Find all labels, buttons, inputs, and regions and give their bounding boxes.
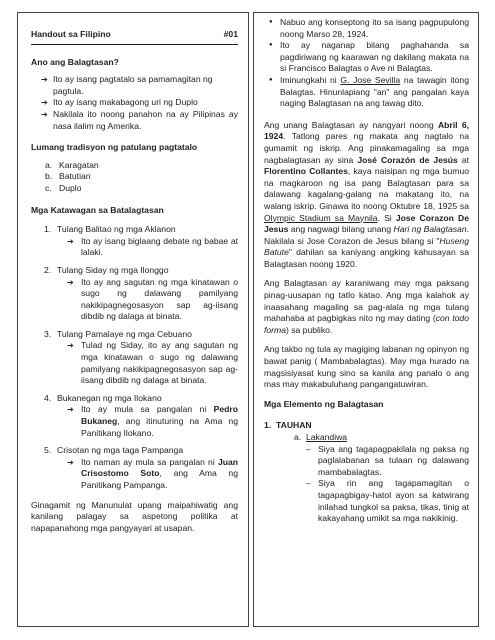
person-name: José Corazón de Jesús — [357, 154, 458, 165]
list-marker: b. — [45, 171, 53, 182]
para-text: Ang unang Balagtasan ay nangyari noong — [264, 119, 438, 130]
person-name: Jose Corazon De Jesus — [264, 212, 469, 235]
katawagan-description: ➔ Ito ay ang sagutan ng mga kinatawan o sugo ng dalawang pamilyang nakikipagnegosasyon sap ag-iisang dibdib ng dalaga at binata. — [67, 277, 238, 323]
tradition-item — [45, 171, 238, 183]
tauhan-heading — [264, 420, 469, 432]
lakandiwa-description: – Siya rin ang tagapamagitan o tagapagbigay-hatol ayon sa katwirang inilahad tungkol sa paksa, tikas, tinig at kakayahang umikit sa mga nakikinig. — [306, 478, 469, 524]
description-text: , ang itinuturing na Ama ng Panitikang Ilokano. — [81, 416, 238, 438]
tradition-item — [45, 183, 238, 195]
tauhan-label: TAUHAN — [276, 420, 312, 431]
history-bullet: ● Ito ay naganap bilang paghahanda sa pagdiriwang ng kaarawan ng dakilang makata na si Francisco Balagtas o Ave ni Balagtas. — [264, 40, 469, 75]
katawagan-item — [31, 265, 238, 323]
flow-paragraph: Ang takbo ng tula ay magiging labanan ng opinyon ng bawat panig ( Mambabalagtas). May mga hurado na magsisiyasat kung sino sa kanila ang panalo o ang mas may makabuluhang pangangatuwiran. — [264, 344, 469, 390]
description-text: Ito naman ay mula sa pangalan ni — [81, 456, 218, 467]
para-text: . Tatlong pares ng makata ang nagtalo na gumamit ng iskrip. Ang pinakamagaling sa mga nagbalagtasan ay sina — [264, 131, 469, 165]
katawagan-title: Tulang Balitao ng mga Aklanon — [57, 224, 176, 235]
right-column — [253, 12, 479, 627]
lakandiwa-label: Lakandiwa — [306, 432, 348, 442]
list-marker: a. — [45, 159, 53, 170]
history-bullet: ● Nabuo ang konseptong ito sa isang pagpupulong noong Marso 28, 1924. — [264, 17, 469, 40]
left-column — [17, 12, 249, 627]
tradition-label: Duplo — [59, 182, 82, 193]
definition-item: ➔ Ito ay isang makabagong uri ng Duplo — [31, 97, 238, 109]
tradition-item — [45, 160, 238, 172]
katawagan-title: Tulang Pamalaye ng mga Cebuano — [57, 328, 192, 339]
list-marker: 2. — [44, 264, 52, 275]
tradition-label: Batutian — [59, 171, 91, 182]
heading-mga-elemento: Mga Elemento ng Balagtasan — [264, 398, 384, 409]
lakandiwa-heading — [264, 432, 469, 444]
list-marker: 1. — [264, 420, 272, 431]
nickname: Huseng Batute — [264, 235, 469, 258]
heading-mga-katawagan: Mga Katawagan sa Batalagtasan — [31, 204, 164, 215]
definition-item: ➔ Nakilala ito noong panahon na ay Pilipinas ay nasa ilalim ng Amerika. — [31, 109, 238, 132]
katawagan-item — [31, 393, 238, 439]
heading-lumang-tradisyon: Lumang tradisyon ng patulang pagtatalo — [31, 142, 198, 153]
definition-item: ➔ Ito ay isang pagtatalo sa pamamagitan ng pagtula. — [31, 74, 238, 97]
heading-ano-ang-balagtasan: Ano ang Balagtasan? — [31, 56, 119, 67]
katawagan-list — [31, 224, 238, 491]
para-text: ang nagwagi bilang unang — [288, 224, 394, 235]
para-text: Ang Balagtasan ay karaniwang may mga paksang pinag-uusapan ng tatlo katao. Ang mga kalahok ay inaasahang magaling sa pag-alala ng mga tulang mahahaba at pagbigkas nito ng may dating ( — [264, 278, 469, 324]
first-balagtasan-paragraph — [264, 120, 469, 271]
list-marker: c. — [45, 182, 52, 193]
katawagan-title: Crisotan ng mga taga Pampanga — [57, 445, 184, 456]
tradition-label: Karagatan — [59, 159, 99, 170]
para-text: ) sa publiko. — [285, 324, 333, 335]
person-name: Pedro Bukaneg — [81, 404, 238, 427]
title-highlight: Hari ng Balagtasan — [393, 224, 467, 235]
history-bullet — [264, 75, 469, 110]
para-text: . Nakilala si Jose Corazon de Jesus bilang si " — [264, 224, 470, 246]
description-text: , ang Ama ng Panitikang Pampanga. — [81, 468, 238, 490]
lakandiwa-descriptions — [306, 444, 469, 525]
katawagan-item — [31, 224, 238, 259]
closing-paragraph: Ginagamit ng Manunulat upang maipahiwatig ang kanilang palagay sa aspetong politika at napapanahong mga pangyayari at usapan. — [31, 499, 238, 533]
person-name: Florentino Collantes — [264, 166, 348, 177]
handout-title: Handout sa Filipino — [31, 29, 111, 39]
katawagan-description — [67, 404, 238, 439]
katawagan-description — [67, 457, 238, 492]
bullet-text: na tawagin itong Balagtas. Hinunlapiang "an" ang pangalan kaya naging Balagtasan na ang tawag dito. — [280, 74, 469, 109]
list-marker: 3. — [44, 328, 52, 339]
katawagan-item — [31, 445, 238, 491]
katawagan-description: ➔ Ito ay isang biglaang debate ng babae at lalaki. — [67, 236, 238, 259]
tradition-list — [45, 160, 238, 195]
definition-list — [31, 74, 238, 132]
list-marker: 4. — [44, 392, 52, 403]
date-highlight: Abril 6, 1924 — [264, 119, 469, 142]
person-name: G. Jose Sevilla — [340, 74, 401, 85]
handout-page — [17, 12, 479, 627]
topics-paragraph — [264, 278, 469, 336]
person-name: Juan Crisostomo Soto — [81, 456, 238, 479]
list-marker: 1. — [44, 224, 52, 235]
lakandiwa-description: – Siya ang tagapagpakilala ng paksa ng paglalabanan sa tulaan ng dalawang mambabalagtas. — [306, 444, 469, 479]
handout-number: #01 — [223, 29, 238, 39]
para-text: " dahilan sa kaniyang angking kahusayan sa Balagtasan noong 1920. — [264, 247, 469, 269]
venue-name: Olympic Stadium sa Maynila — [264, 212, 378, 223]
katawagan-description: ➔ Tulad ng Siday, ito ay ang sagutan ng mga kinatawan o sugo ng dalawang pamilyang nakikipagnegosasyon sap ag-iisang dibdib ng dalaga at binata. — [67, 340, 238, 386]
para-text: . Si — [377, 212, 396, 223]
phrase-italic: con todo forma — [264, 313, 469, 335]
handout-header — [31, 29, 238, 45]
para-text: at — [457, 154, 469, 165]
bullet-text: Iminungkahi ni — [280, 74, 341, 85]
katawagan-title: Tulang Siday ng mga Ilonggo — [57, 264, 169, 275]
katawagan-item — [31, 329, 238, 387]
list-marker: 5. — [44, 445, 52, 456]
list-marker: a. — [294, 432, 302, 442]
history-bullets — [264, 17, 469, 110]
katawagan-title: Bukanegan ng mga Ilokano — [57, 392, 162, 403]
para-text: , kaya naisipan ng mga bumuo na magkaroon ng isa pang Balagtasan para sa dalawang kagalang-galang na makatang ito, na walang iskrip. Ginawa ito noong Oktubre 18, 1925 sa — [264, 166, 469, 211]
description-text: Ito ay mula sa pangalan ni — [81, 404, 214, 415]
